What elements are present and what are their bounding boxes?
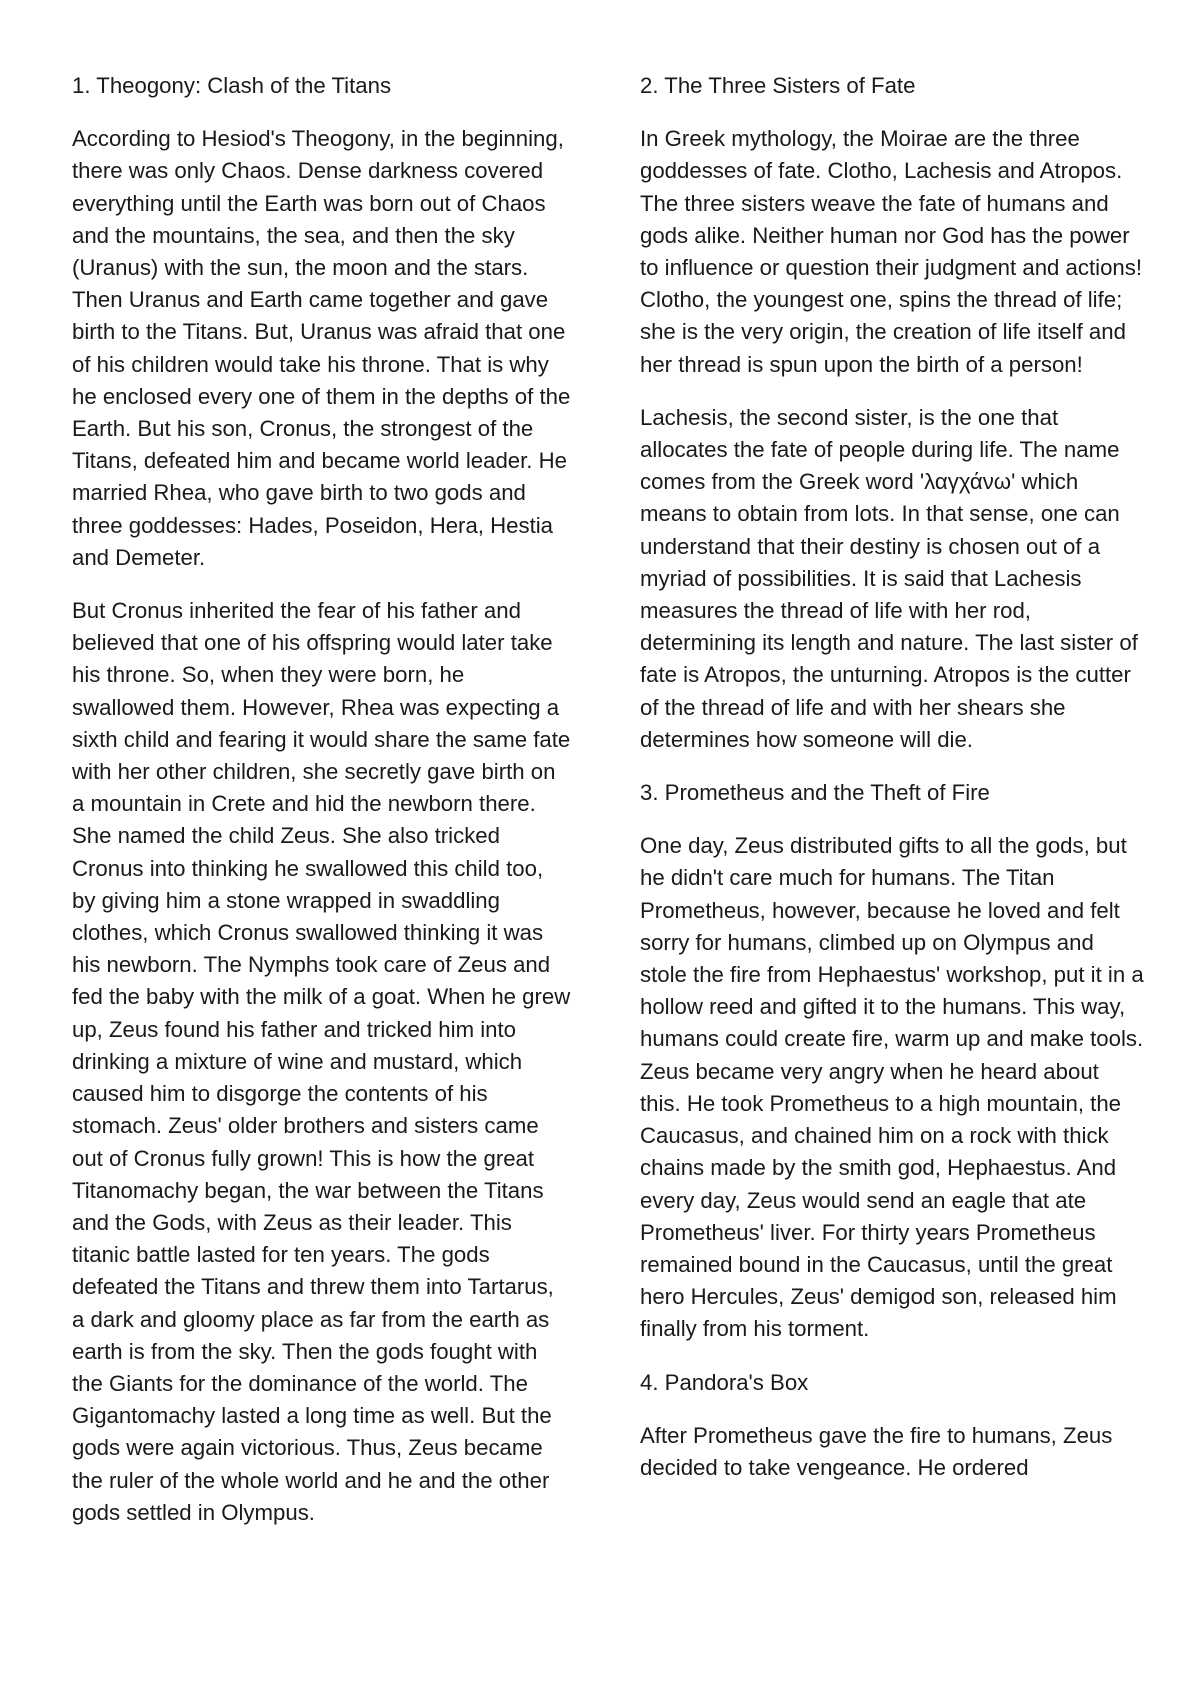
left-column <box>72 70 572 1550</box>
section-heading-prometheus: 3. Prometheus and the Theft of Fire <box>640 780 990 806</box>
section-heading-theogony: 1. Theogony: Clash of the Titans <box>72 73 392 98</box>
paragraph-theogony-1: According to Hesiod's Theogony, in the beginning, there was only Chaos. Dense darkness covered everything until the Earth was born out of Chaos and the mountains, the sea, and then the sky (Uranus) with the sun, the moon and the stars. Then Uranus and Earth came together and gave birth to the Titans. But, Uranus was afraid that one of his children would take his throne. That is why he enclosed every one of them in the depths of the Earth. But his son, Cronus, the strongest of the Titans, defeated him and became world leader. He married Rhea, who gave birth to two gods and three goddesses: Hades, Poseidon, Hera, Hestia and Demeter. <box>72 126 571 570</box>
paragraph-fate-1: In Greek mythology, the Moirae are the three goddesses of fate. Clotho, Lachesis and Atropos. The three sisters weave the fate of humans and gods alike. Neither human nor God has the power to influence or question their judgment and actions! Clotho, the youngest one, spins the thread of life; she is the very origin, the creation of life itself and her thread is spun upon the birth of a person! <box>640 126 1143 377</box>
right-column <box>640 70 1145 1505</box>
paragraph-theogony-2: But Cronus inherited the fear of his father and believed that one of his offspring would later take his throne. So, when they were born, he swallowed them. However, Rhea was expecting a sixth child and fearing it would share the same fate with her other children, she secretly gave birth on a mountain in Crete and hid the newborn there. She named the child Zeus. She also tricked Cronus into thinking he swallowed this child too, by giving him a stone wrapped in swaddling clothes, which Cronus swallowed thinking it was his newborn. The Nymphs took care of Zeus and fed the baby with the milk of a goat. When he grew up, Zeus found his father and tricked him into drinking a mixture of wine and mustard, which caused him to disgorge the contents of his stomach. Zeus' older brothers and sisters came out of Cronus fully grown! This is how the great Titanomachy began, the war between the Titans and the Gods, with Zeus as their leader. This titanic battle lasted for ten years. The gods defeated the Titans and threw them into Tartarus, a dark and gloomy place as far from the earth as earth is from the sky. Then the gods fought with the Giants for the dominance of the world. The Gigantomachy lasted a long time as well. But the gods were again victorious. Thus, Zeus became the ruler of the whole world and he and the other gods settled in Olympus. <box>72 598 571 1525</box>
paragraph-prometheus-1: One day, Zeus distributed gifts to all the gods, but he didn't care much for humans. The Titan Prometheus, however, because he loved and felt sorry for humans, climbed up on Olympus and stole the fire from Hephaestus' workshop, put it in a hollow reed and gifted it to the humans. This way, humans could create fire, warm up and make tools. Zeus became very angry when he heard about this. He took Prometheus to a high mountain, the Caucasus, and chained him on a rock with thick chains made by the smith god, Hephaestus. And every day, Zeus would send an eagle that ate Prometheus' liver. For thirty years Prometheus remained bound in the Caucasus, until the great hero Hercules, Zeus' demigod son, released him finally from his torment. <box>640 833 1144 1342</box>
section-heading-pandora: 4. Pandora's Box <box>640 1369 809 1395</box>
section-heading-sisters-of-fate: 2. The Three Sisters of Fate <box>640 73 916 98</box>
paragraph-pandora-1: After Prometheus gave the fire to humans, Zeus decided to take vengeance. He ordered <box>640 1422 1113 1480</box>
paragraph-fate-2: Lachesis, the second sister, is the one that allocates the fate of people during life. The name comes from the Greek word 'λαγχάνω' which means to obtain from lots. In that sense, one can understand that their destiny is chosen out of a myriad of possibilities. It is said that Lachesis measures the thread of life with her rod, determining its length and nature. The last sister of fate is Atropos, the unturning. Atropos is the cutter of the thread of life and with her shears she determines how someone will die. <box>640 404 1138 752</box>
